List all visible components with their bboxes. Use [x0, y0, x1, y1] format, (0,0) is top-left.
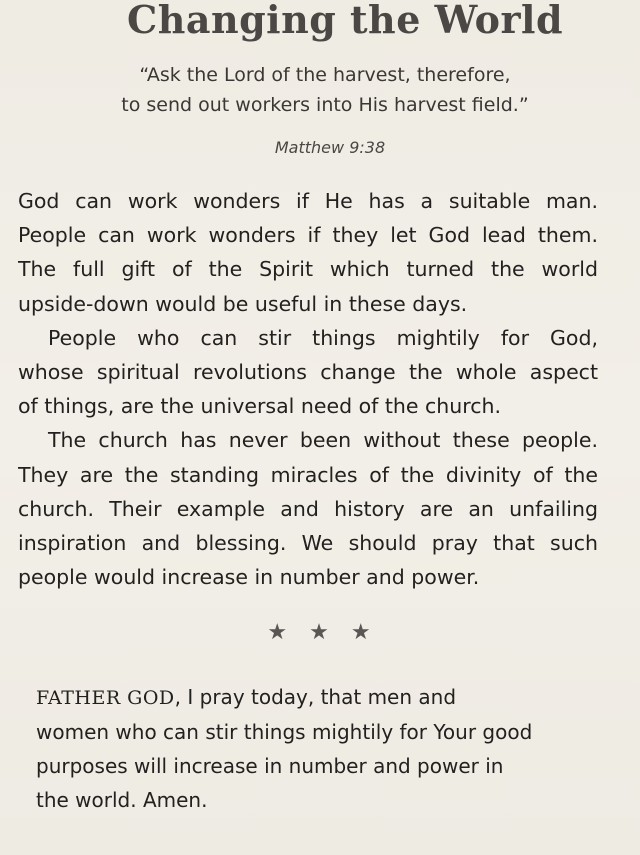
page-title: Changing the World — [126, 0, 564, 42]
scripture-quote — [0, 60, 640, 120]
section-separator — [0, 620, 640, 645]
body-line: people would increase in number and power. — [18, 565, 480, 590]
body-line: They are the standing miracles of the divinity of the — [18, 462, 598, 487]
star-icon: ★ — [267, 620, 310, 645]
verse-line-1: “Ask the Lord of the harvest, therefore, — [139, 64, 511, 86]
star-icon: ★ — [309, 620, 351, 645]
body-line: of things, are the universal need of the church. — [18, 394, 502, 419]
prayer-line: the world. Amen. — [36, 788, 208, 812]
prayer-line — [36, 680, 596, 715]
body-line: The church has never been without these people. — [48, 428, 598, 453]
body-line: church. Their example and history are an unfailing — [18, 496, 598, 521]
prayer-first-rest: , I pray today, that men and — [174, 685, 457, 709]
body-line: The full gift of the Spirit which turned the world — [18, 257, 598, 282]
body-line: inspiration and blessing. We should pray that such — [18, 531, 598, 556]
body-line: whose spiritual revolutions change the whole aspect — [18, 360, 598, 385]
body-line: People can work wonders if they let God lead them. — [18, 223, 598, 248]
prayer-line: purposes will increase in number and power in — [36, 754, 504, 778]
body-text — [18, 184, 598, 594]
body-line: upside-down would be useful in these days. — [18, 291, 468, 316]
prayer-line: women who can stir things mightily for Your good — [36, 720, 533, 744]
body-line: People who can stir things mightily for God, — [48, 325, 598, 350]
prayer-text — [36, 680, 596, 817]
verse-line-2: to send out workers into His harvest field.” — [121, 94, 529, 116]
scripture-reference: Matthew 9:38 — [274, 138, 386, 157]
star-icon: ★ — [350, 620, 393, 645]
body-line: God can work wonders if He has a suitable man. — [18, 189, 598, 213]
prayer-lead: FATHER GOD — [36, 687, 175, 709]
